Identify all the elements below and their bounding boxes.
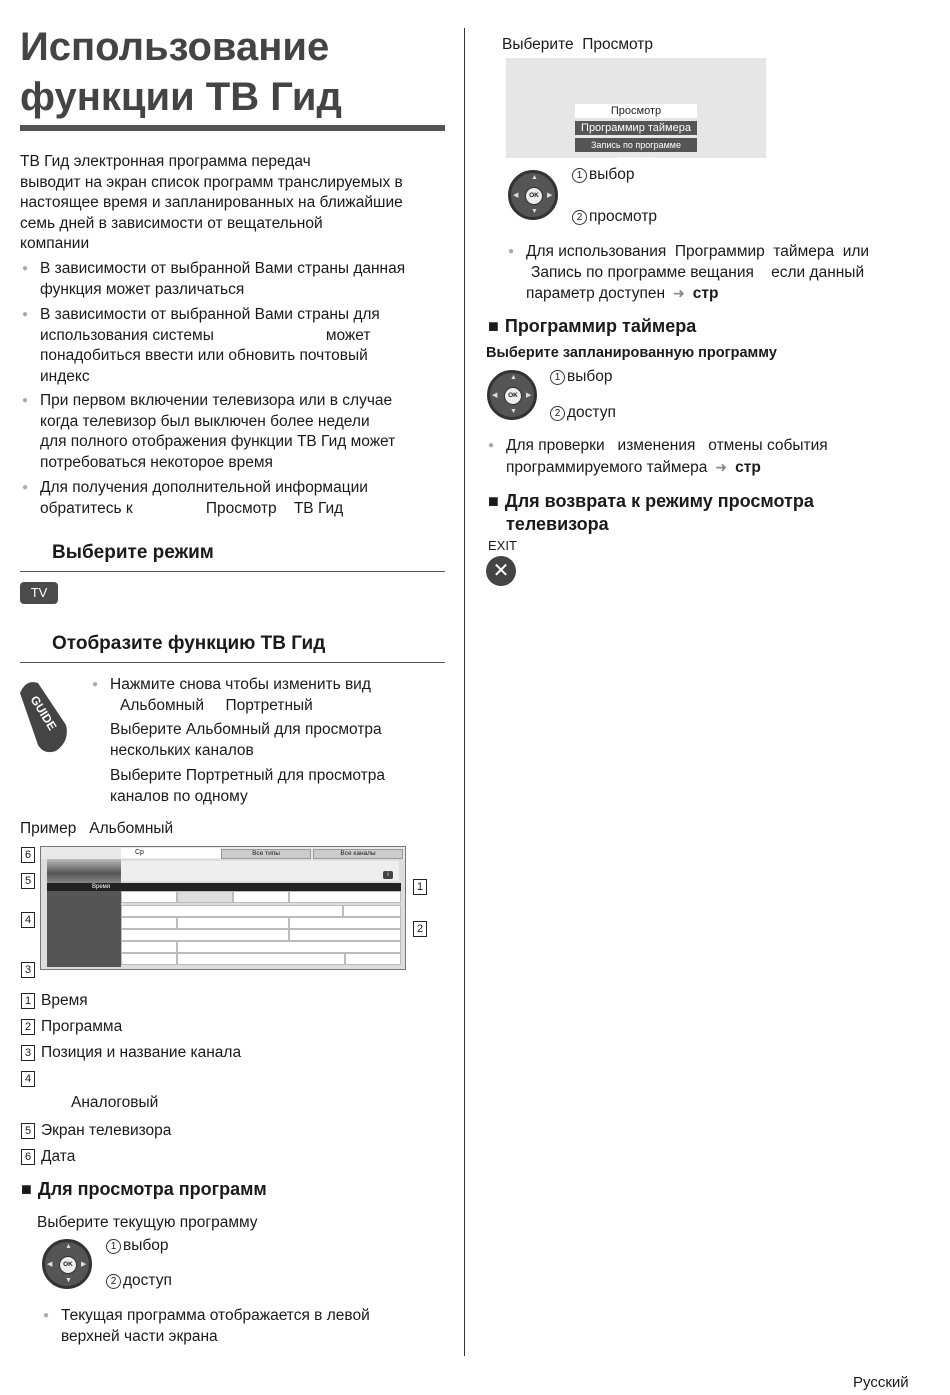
bullet-line: использования системы может	[40, 326, 371, 344]
note-line: верхней части экрана	[61, 1327, 218, 1345]
access-callout: 2 доступ	[106, 1272, 172, 1290]
bullet-more-info	[20, 478, 470, 519]
legend-item	[21, 1043, 241, 1069]
guide-cell[interactable]	[289, 929, 401, 941]
menu-item-view[interactable]: Просмотр	[575, 104, 697, 118]
exit-label: EXIT	[488, 538, 517, 553]
bullet-line: ● В зависимости от выбранной Вами страны для	[40, 306, 380, 323]
intro-line: ТВ Гид электронная программа передач	[20, 153, 311, 170]
callout-text: выбор	[567, 368, 613, 385]
step1-heading: Выберите режим	[52, 542, 214, 563]
return-heading-line2: телевизора	[506, 514, 609, 534]
callout-num: 4	[21, 912, 35, 928]
note-line: Выберите Портретный для просмотра	[110, 767, 386, 784]
menu-item-record[interactable]: Запись по программе вещания	[575, 138, 697, 152]
legend-text: Время	[41, 992, 88, 1009]
legend-item	[21, 1121, 241, 1147]
callout-1	[413, 878, 433, 896]
legend-num: 6	[21, 1149, 35, 1165]
exit-button[interactable]	[486, 556, 516, 586]
guide-info-area	[121, 861, 399, 881]
portrait-note	[110, 766, 385, 807]
legend-num: 1	[21, 993, 35, 1009]
guide-date-tab: Ср	[121, 848, 221, 858]
select-callout: 1 выбор	[550, 368, 613, 386]
bullet-country	[20, 259, 470, 300]
legend-item	[21, 991, 241, 1017]
legend-item	[21, 1147, 241, 1173]
guide-cell[interactable]	[177, 953, 345, 965]
bullet-first-time	[20, 391, 470, 473]
callout-3	[21, 961, 41, 979]
select-callout: 1 выбор	[106, 1237, 169, 1255]
note-line: ● Текущая программа отображается в левой	[61, 1307, 370, 1324]
callout-text: просмотр	[589, 208, 658, 225]
return-heading: ■ Для возврата к режиму просмотра	[488, 491, 814, 512]
title-underline	[20, 125, 445, 131]
callout-num: 1	[413, 879, 427, 895]
intro-line: семь дней в зависимости от вещательной	[20, 214, 323, 232]
title-line-1: Использование	[20, 25, 330, 69]
bullet-line: понадобиться ввести или обновить почтовый	[40, 347, 368, 364]
page-footer-language: Русский	[853, 1374, 909, 1391]
legend-text: Позиция и название канала	[41, 1044, 242, 1061]
guide-cell[interactable]	[121, 905, 343, 917]
timer-check-note	[486, 436, 926, 478]
select-callout: 1 выбор	[572, 166, 635, 184]
title-line-2: функции ТВ Гид	[20, 75, 342, 119]
guide-cell[interactable]	[121, 929, 289, 941]
bullet-line: функция может различаться	[40, 280, 245, 298]
guide-cell[interactable]	[345, 953, 401, 965]
intro-line: настоящее время и запланированных на ближайшие	[20, 194, 403, 211]
column-divider	[464, 28, 465, 1356]
guide-button-label: GUIDE	[27, 693, 60, 733]
remote-dpad-icon[interactable]: OK ▲ ▼ ◀ ▶	[508, 170, 558, 220]
tv-button[interactable]: TV	[20, 582, 58, 604]
legend-item	[21, 1017, 241, 1043]
legend-num: 3	[21, 1045, 35, 1061]
guide-cell[interactable]	[177, 917, 289, 929]
guide-cell[interactable]	[177, 891, 233, 903]
intro-line: выводит на экран список программ транслируемых в	[20, 173, 403, 191]
guide-toggle-note	[90, 675, 460, 716]
legend-text: Программа	[41, 1018, 123, 1035]
guide-cell[interactable]	[289, 891, 401, 903]
legend-text: Аналоговый	[71, 1094, 159, 1111]
callout-2	[413, 920, 433, 938]
view-programs-heading: ■ Для просмотра программ	[21, 1179, 267, 1200]
guide-cell[interactable]	[289, 917, 401, 929]
intro-line: компании	[20, 235, 90, 252]
note-line: ● Для использования Программир таймера или	[526, 243, 870, 260]
guide-filter-types[interactable]: Все типы	[221, 849, 311, 859]
note-line: Альбомный Портретный	[120, 696, 313, 714]
legend-num: 5	[21, 1123, 35, 1139]
callout-4	[21, 911, 41, 929]
legend-num: 4	[21, 1071, 35, 1087]
example-label: Пример Альбомный	[20, 820, 174, 837]
timer-availability-note	[506, 242, 936, 305]
bullet-line: для полного отображения функции ТВ Гид может	[40, 433, 396, 450]
guide-tv-screen	[47, 859, 121, 883]
ok-button-icon[interactable]: OK	[59, 1256, 77, 1274]
bullet-line: когда телевизор был выключен более недели	[40, 412, 370, 430]
callout-num: 3	[21, 962, 35, 978]
bullet-line: потребоваться некоторое время	[40, 453, 273, 471]
current-program-note	[41, 1306, 461, 1347]
guide-cell[interactable]	[121, 917, 177, 929]
step2-rule	[20, 662, 445, 663]
timer-heading: ■ Программир таймера	[488, 316, 696, 337]
menu-item-timer[interactable]: Программир таймера	[575, 121, 697, 135]
legend-num: 2	[21, 1019, 35, 1035]
guide-cell[interactable]	[177, 941, 401, 953]
note-line: Выберите Альбомный для просмотра	[110, 721, 382, 738]
callout-5	[21, 872, 41, 890]
callout-num: 6	[21, 847, 35, 863]
callout-text: доступ	[567, 404, 616, 421]
arrow-right-icon: ➜	[715, 458, 728, 475]
page-ref: стр	[692, 285, 719, 302]
guide-cell[interactable]	[233, 891, 289, 903]
legend-text: Экран телевизора	[41, 1122, 172, 1139]
ok-button-icon[interactable]: OK	[504, 387, 522, 405]
view-programs-sub: Выберите текущую программу	[37, 1214, 258, 1231]
info-icon: i	[383, 871, 393, 879]
bullet-line: ● В зависимости от выбранной Вами страны данная	[40, 260, 406, 277]
callout-text: выбор	[123, 1237, 169, 1254]
note-text: параметр доступен	[526, 285, 666, 302]
legend-item	[21, 1093, 241, 1121]
view-callout: 2 просмотр	[572, 208, 657, 226]
callout-num: 5	[21, 873, 35, 889]
guide-cell[interactable]	[121, 941, 177, 953]
access-callout: 2 доступ	[550, 404, 616, 422]
note-line: ● Для проверки изменения отмены события	[506, 437, 828, 454]
note-line	[526, 283, 936, 305]
bullet-postcode	[20, 305, 470, 387]
legend-text: Дата	[41, 1148, 76, 1165]
step1-rule	[20, 571, 445, 572]
guide-timebar	[47, 883, 401, 891]
menu-illustration	[506, 58, 766, 164]
note-line: каналов по одному	[110, 787, 248, 805]
callout-text: доступ	[123, 1272, 172, 1289]
bullet-line: ● При первом включении телевизора или в случае	[40, 392, 393, 409]
remote-dpad-icon[interactable]: OK ▲ ▼ ◀ ▶	[487, 370, 537, 420]
page-title	[20, 22, 342, 122]
intro-paragraph	[20, 152, 450, 255]
guide-time-label: Время	[92, 884, 111, 890]
timer-sub: Выберите запланированную программу	[486, 345, 777, 361]
callout-num: 2	[413, 921, 427, 937]
landscape-note	[110, 720, 382, 761]
legend-item	[21, 1069, 241, 1093]
arrow-right-icon: ➜	[673, 285, 685, 301]
select-view-label: Выберите Просмотр	[502, 36, 654, 53]
tv-guide-illustration	[40, 846, 406, 970]
ok-button-icon[interactable]: OK	[525, 187, 543, 205]
legend-list	[21, 991, 241, 1173]
guide-filter-channels[interactable]: Все каналы	[313, 849, 403, 859]
note-line: Запись по программе вещания если данный	[531, 263, 865, 281]
bullet-line: ● Для получения дополнительной информации	[40, 479, 368, 496]
callout-6	[21, 846, 41, 864]
page-ref: стр	[735, 458, 761, 476]
guide-button-icon[interactable]	[16, 675, 70, 755]
guide-cell[interactable]	[121, 953, 177, 965]
bullet-line: обратитесь к Просмотр ТВ Гид	[40, 499, 344, 517]
note-line: ● Нажмите снова чтобы изменить вид	[110, 676, 371, 693]
bullet-line: индекс	[40, 367, 90, 385]
remote-dpad-icon[interactable]: OK ▲ ▼ ◀ ▶	[42, 1239, 92, 1289]
note-line	[506, 457, 926, 479]
note-text: программируемого таймера	[506, 458, 708, 476]
guide-cell[interactable]	[121, 891, 177, 903]
close-icon: ✕	[492, 560, 510, 582]
note-line: нескольких каналов	[110, 741, 254, 759]
callout-text: выбор	[589, 166, 635, 183]
guide-channel-column	[47, 891, 121, 967]
step2-heading: Отобразите функцию ТВ Гид	[52, 633, 326, 654]
guide-cell[interactable]	[343, 905, 401, 917]
